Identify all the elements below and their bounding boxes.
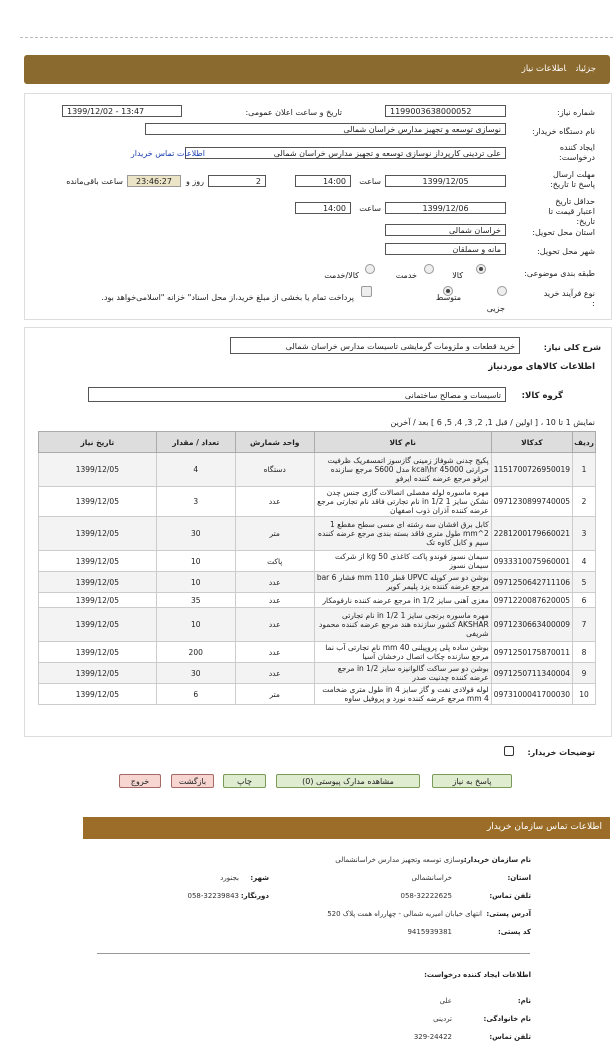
contact-address-value: انتهای خیابان امیریه شمالی - چهارراه همت پلاک 520	[327, 910, 482, 918]
qty-cell: 10	[156, 572, 235, 593]
contact-header	[83, 817, 610, 839]
table-row	[39, 684, 596, 705]
code-cell: 0971250175870011	[491, 642, 572, 663]
contact-org-label: نام سازمان خریدار:	[463, 856, 531, 864]
table-row	[39, 453, 596, 487]
unit-cell: عدد	[235, 642, 314, 663]
creator-label: ایجاد کننده درخواست:	[559, 143, 595, 162]
creator-info-title: اطلاعات ایجاد کننده درخواست:	[424, 971, 531, 979]
date-cell: 1399/12/05	[39, 551, 157, 572]
remaining-timer: 23:46:27	[127, 175, 181, 187]
contact-fax-label: دورنگار:	[240, 892, 269, 900]
process-partial-label: جزیی	[486, 304, 505, 313]
unit-cell: عدد	[235, 487, 314, 517]
unit-cell: عدد	[235, 572, 314, 593]
top-divider	[20, 37, 613, 38]
category-service-label: خدمت	[395, 271, 417, 280]
col-code: کدکالا	[491, 432, 572, 453]
table-row	[39, 663, 596, 684]
name-cell: لوله فولادی نفت و گاز سایز 4 in طول متری ضخامت 4 mm مرجع عرضه کننده نورد و پروفیل ساوه	[314, 684, 491, 705]
creator-tel-label: تلفن تماس:	[489, 1033, 531, 1041]
min-validity-date: 1399/12/06	[385, 202, 506, 214]
col-row: ردیف	[573, 432, 596, 453]
qty-cell: 10	[156, 551, 235, 572]
unit-cell: دستگاه	[235, 453, 314, 487]
name-cell: سیمان نسوز فوندو پاکت کاغذی 50 kg از شرکت سیمان نسوز	[314, 551, 491, 572]
category-both-label: کالا/خدمت	[324, 271, 359, 280]
name-cell: مهره ماسوره برنجی سایز 1 1/2 in نام تجارتی AKSHAR کشور سازنده هند مرجع عرضه کننده محمود شریفی	[314, 608, 491, 642]
name-cell: بوشن ساده پلی پروپیلنی 40 mm نام تجارتی آب نما مرجع سازنده چکاب اتصال درخشان آسیا	[314, 642, 491, 663]
treasury-payment-checkbox[interactable]	[361, 286, 372, 297]
goods-table	[38, 431, 596, 705]
contact-fax-value: 058-32239843	[187, 892, 239, 900]
buyer-field: نوسازی توسعه و تجهیز مدارس خراسان شمالی	[145, 123, 506, 135]
col-qty: تعداد / مقدار	[156, 432, 235, 453]
header-bar	[24, 55, 610, 84]
print-button[interactable]: چاپ	[223, 774, 266, 788]
goods-title: اطلاعات کالاهای موردنیاز	[488, 362, 595, 372]
qty-cell: 200	[156, 642, 235, 663]
qty-cell: 10	[156, 608, 235, 642]
category-both-radio[interactable]	[365, 264, 375, 274]
contact-separator	[97, 953, 530, 954]
contact-phone-value: 058-32222625	[400, 892, 452, 900]
category-goods-radio[interactable]	[476, 264, 486, 274]
creator-tel-value: 329-24422	[413, 1033, 452, 1041]
min-validity-time: 14:00	[295, 202, 351, 214]
group-label: گروه کالا:	[521, 391, 563, 401]
menu-need-info[interactable]: اطلاعات نیاز	[521, 64, 567, 74]
row-number-cell: 4	[573, 551, 596, 572]
code-cell: 0933310075960001	[491, 551, 572, 572]
creator-field: علی تردینی کارپرداز نوسازی توسعه و تجهیز مدارس خراسان شمالی	[185, 147, 506, 159]
province-label: استان محل تحویل:	[532, 228, 595, 237]
qty-cell: 35	[156, 593, 235, 608]
unit-cell: عدد	[235, 608, 314, 642]
code-cell: 0971250711340004	[491, 663, 572, 684]
menu-details[interactable]: جزئیات	[576, 64, 596, 74]
row-number-cell: 8	[573, 642, 596, 663]
date-cell: 1399/12/05	[39, 572, 157, 593]
send-time-label: ساعت	[359, 177, 381, 186]
date-cell: 1399/12/05	[39, 663, 157, 684]
date-cell: 1399/12/05	[39, 487, 157, 517]
unit-cell: متر	[235, 684, 314, 705]
creator-name-value: علی	[439, 997, 452, 1005]
table-row	[39, 517, 596, 551]
contact-city-label: شهر:	[250, 874, 269, 882]
city-label: شهر محل تحویل:	[537, 247, 595, 256]
header-menu	[512, 64, 596, 74]
contact-postal-label: کد پستی:	[497, 928, 531, 936]
table-row	[39, 551, 596, 572]
send-deadline-label: مهلت ارسال پاسخ تا تاریخ:	[550, 170, 595, 189]
send-deadline-time: 14:00	[295, 175, 351, 187]
contact-phone-label: تلفن تماس:	[489, 892, 531, 900]
process-medium-label: متوسط	[435, 293, 461, 302]
category-goods-label: کالا	[452, 271, 463, 280]
qty-cell: 30	[156, 517, 235, 551]
col-unit: واحد شمارش	[235, 432, 314, 453]
contact-province-label: استان:	[507, 874, 531, 882]
code-cell: 0971250642711106	[491, 572, 572, 593]
row-number-cell: 6	[573, 593, 596, 608]
reply-button[interactable]: پاسخ به نیاز	[432, 774, 512, 788]
date-cell: 1399/12/05	[39, 642, 157, 663]
validity-time-label: ساعت	[359, 204, 381, 213]
province-field: خراسان شمالی	[385, 224, 506, 236]
row-number-cell: 10	[573, 684, 596, 705]
code-cell: 2281200179660021	[491, 517, 572, 551]
table-row	[39, 608, 596, 642]
unit-cell: پاکت	[235, 551, 314, 572]
table-row	[39, 593, 596, 608]
date-cell: 1399/12/05	[39, 608, 157, 642]
buyer-notes-checkbox[interactable]	[504, 746, 514, 756]
date-cell: 1399/12/05	[39, 517, 157, 551]
process-partial-radio[interactable]	[497, 286, 507, 296]
pagination[interactable]: نمایش 1 تا 10 ، [ اولین / قبل 1, 2, 3, 4, 5, 6 ] بعد / آخرین	[390, 418, 595, 427]
need-number-field: 1199003638000052	[385, 105, 506, 117]
table-row	[39, 642, 596, 663]
qty-cell: 3	[156, 487, 235, 517]
exit-button[interactable]: خروج	[119, 774, 161, 788]
code-cell: 0971230663400009	[491, 608, 572, 642]
city-field: مانه و سملقان	[385, 243, 506, 255]
name-cell: کابل برق افشان سه رشته ای مسی سطح مقطع 1 mm^2 طول متری فاقد بسته بندی مرجع عرضه کننده سیم و کابل کاوه تک	[314, 517, 491, 551]
date-cell: 1399/12/05	[39, 453, 157, 487]
treasury-note: پرداخت تمام یا بخشی از مبلغ خرید،از محل اسناد" خزانه "اسلامی‌خواهد بود.	[101, 293, 354, 302]
min-validity-label: حداقل تاریخ اعتبار قیمت تا تاریخ:	[548, 197, 595, 226]
remaining-label: ساعت باقی‌مانده	[66, 177, 123, 186]
code-cell: 0971220087620005	[491, 593, 572, 608]
row-number-cell: 2	[573, 487, 596, 517]
creator-name-label: نام:	[517, 997, 531, 1005]
contact-title: اطلاعات تماس سازمان خریدار	[486, 822, 602, 832]
announce-field: 1399/12/02 - 13:47	[62, 105, 182, 117]
name-cell: مغزی آهنی سایز 1/2 in مرجع عرضه کننده نارفومکار	[314, 593, 491, 608]
contact-org-value: نوسازی توسعه وتجهیز مدارس خراسانشمالی	[335, 856, 466, 864]
buyer-label: نام دستگاه خریدار:	[532, 127, 595, 136]
creator-family-label: نام خانوادگی:	[483, 1015, 531, 1023]
days-label: روز و	[186, 177, 204, 186]
process-label: نوع فرآیند خرید :	[543, 289, 595, 308]
name-cell: بوشن دو سر کوپله UPVC قطر 110 mm فشار 6 bar مرجع عرضه کننده یزد پلیمر کویر	[314, 572, 491, 593]
unit-cell: متر	[235, 517, 314, 551]
need-number-label: شماره نیاز:	[557, 108, 595, 117]
category-service-radio[interactable]	[424, 264, 434, 274]
buyer-notes-label: توضیحات خریدار:	[527, 748, 595, 757]
unit-cell: عدد	[235, 593, 314, 608]
qty-cell: 6	[156, 684, 235, 705]
row-number-cell: 9	[573, 663, 596, 684]
contact-city-value: بجنورد	[220, 874, 239, 882]
row-number-cell: 3	[573, 517, 596, 551]
name-cell: بوشن دو سر ساکت گالوانیزه سایز 1/2 in مرجع عرضه کننده چدنیت صدر	[314, 663, 491, 684]
code-cell: 1151700726950019	[491, 453, 572, 487]
back-button[interactable]: بازگشت	[171, 774, 214, 788]
qty-cell: 4	[156, 453, 235, 487]
name-cell: پکیج چدنی شوفاژ زمینی گازسوز اتمسفریک ظرفیت حرارتی kcal\hr 45000 مدل S600 مرجع سازنده ایرفو مرجع عرضه کننده ایرفو	[314, 453, 491, 487]
contact-province-value: خراسانشمالی	[411, 874, 452, 882]
unit-cell: عدد	[235, 663, 314, 684]
row-number-cell: 7	[573, 608, 596, 642]
row-number-cell: 5	[573, 572, 596, 593]
date-cell: 1399/12/05	[39, 593, 157, 608]
table-row	[39, 487, 596, 517]
col-name: نام کالا	[314, 432, 491, 453]
creator-family-value: تردینی	[433, 1015, 452, 1023]
buyer-contact-link[interactable]: اطلاعات تماس خریدار	[130, 149, 205, 158]
contact-postal-value: 9415939381	[407, 928, 452, 936]
contact-address-label: آدرس پستی:	[486, 910, 531, 918]
name-cell: مهره ماسوره لوله مفصلی اتصالات گازی جنس چدن نشکن سایز 1 1/2 in نام تجارتی فاقد نام تجارتی مرجع عرضه کننده آذران ذوب اصفهان	[314, 487, 491, 517]
send-deadline-date: 1399/12/05	[385, 175, 506, 187]
summary-label: شرح کلی نیاز:	[543, 343, 601, 352]
row-number-cell: 1	[573, 453, 596, 487]
date-cell: 1399/12/05	[39, 684, 157, 705]
view-docs-button[interactable]: مشاهده مدارک پیوستی (0)	[276, 774, 420, 788]
days-field: 2	[208, 175, 266, 187]
qty-cell: 30	[156, 663, 235, 684]
col-date: تاریخ نیاز	[39, 432, 157, 453]
announce-label: تاریخ و ساعت اعلان عمومی:	[245, 108, 342, 117]
table-row	[39, 572, 596, 593]
code-cell: 0973100041700030	[491, 684, 572, 705]
category-label: طبقه بندی موضوعی:	[524, 269, 595, 278]
group-field: تاسیسات و مصالح ساختمانی	[88, 387, 506, 402]
summary-field: خرید قطعات و ملزومات گرمایشی تاسیسات مدارس خراسان شمالی	[230, 337, 520, 354]
code-cell: 0971230899740005	[491, 487, 572, 517]
